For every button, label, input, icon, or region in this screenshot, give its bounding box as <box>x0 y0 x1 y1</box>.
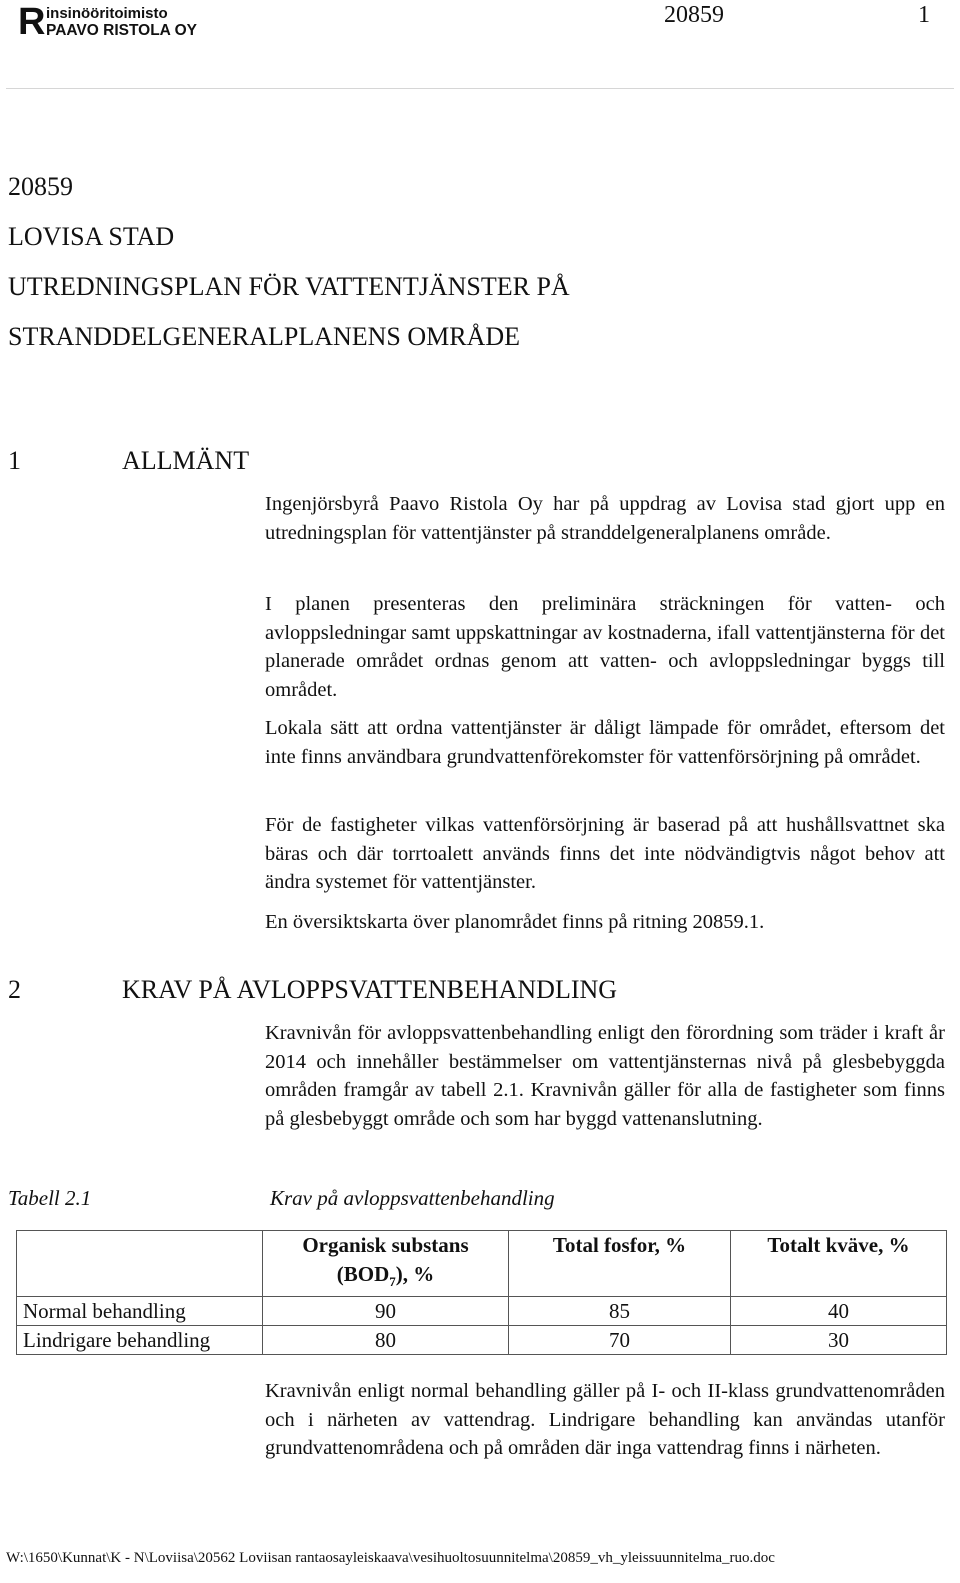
section-2-title: KRAV PÅ AVLOPPSVATTENBEHANDLING <box>122 975 618 1004</box>
logo-line1: insinööritoimisto <box>46 5 168 22</box>
cell-phosphorus: 85 <box>509 1297 731 1326</box>
header-divider <box>6 88 954 89</box>
logo-line2: PAAVO RISTOLA OY <box>46 22 197 38</box>
header-page-number: 1 <box>918 2 930 28</box>
header-doc-number: 20859 <box>664 2 724 28</box>
cell-nitrogen: 40 <box>731 1297 947 1326</box>
row-label: Lindrigare behandling <box>17 1326 263 1355</box>
company-logo <box>18 4 276 38</box>
table-caption-label: Tabell 2.1 <box>8 1186 92 1210</box>
logo-letter: R <box>18 4 46 38</box>
section-1-paragraph-2: I planen presenteras den preliminära sträckningen för vatten- och avloppsledningar samt uppskattningar av kostnaderna, ifall vattentjänsterna för det planerade området ordnas genom att vatten- och avloppsledningar byggs till området. <box>265 593 945 701</box>
cell-phosphorus: 70 <box>509 1326 731 1355</box>
section-2-number: 2 <box>8 975 21 1004</box>
section-1-title: ALLMÄNT <box>122 446 250 475</box>
footer-file-path: W:\1650\Kunnat\K - N\Loviisa\20562 Loviisan rantaosayleiskaava\vesihuoltosuunnitelma\20859_vh_yleissuunnitelma_ruo.doc <box>6 1550 775 1566</box>
section-1-paragraph-5: En översiktskarta över planområdet finns på ritning 20859.1. <box>265 911 765 933</box>
section-2-after-table: Kravnivån enligt normal behandling gäller på I- och II-klass grundvattenområden och i närheten av vattendrag. Lindrigare behandling kan användas utanför grundvattenområdena och på områden där inga vattendrag finns i närheten. <box>265 1380 945 1460</box>
requirements-table <box>16 1230 947 1355</box>
cell-organic: 90 <box>263 1297 509 1326</box>
header-total-nitrogen: Totalt kväve, % <box>731 1231 947 1297</box>
section-1-paragraph-4: För de fastigheter vilkas vattenförsörjning är baserad på att hushållsvattnet ska bäras och där torrtoalett används finns det inte nödvändigtvis något behov att ändra systemet för vattentjänster. <box>265 814 945 894</box>
section-1-number: 1 <box>8 446 21 475</box>
title-line-2: STRANDDELGENERALPLANENS OMRÅDE <box>8 322 521 351</box>
section-1-paragraph-1: Ingenjörsbyrå Paavo Ristola Oy har på uppdrag av Lovisa stad gjort upp en utredningsplan för vattentjänster på stranddelgeneralplanens område. <box>265 493 945 544</box>
header-blank <box>17 1231 263 1297</box>
row-label: Normal behandling <box>17 1297 263 1326</box>
header-organic-sub: 7 <box>389 1274 396 1290</box>
header-organic-main: Organisk substans (BOD <box>302 1233 469 1286</box>
section-2-intro: Kravnivån för avloppsvattenbehandling enligt den förordning som träder i kraft år 2014 och innehåller bestämmelser om vattentjänsternas nivå på glesbebyggda områden framgår av tabell 2.1. Kravnivån gäller för alla de fastigheter som finns på glesbebyggt område och som har byggd vattenanslutning. <box>265 1022 945 1130</box>
table-header-row <box>17 1231 947 1297</box>
cell-organic: 80 <box>263 1326 509 1355</box>
table-row <box>17 1326 947 1355</box>
section-1-paragraph-3: Lokala sätt att ordna vattentjänster är dåligt lämpade för området, eftersom det inte finns användbara grundvattenförekomster för vattenförsörjning på området. <box>265 717 945 768</box>
header-total-phosphorus: Total fosfor, % <box>509 1231 731 1297</box>
header-organic-tail: ), % <box>395 1262 435 1286</box>
header-organic-substance <box>263 1231 509 1297</box>
page-header <box>0 0 960 90</box>
title-line-1: UTREDNINGSPLAN FÖR VATTENTJÄNSTER PÅ <box>8 272 570 301</box>
cell-nitrogen: 30 <box>731 1326 947 1355</box>
table-row <box>17 1297 947 1326</box>
title-doc-number: 20859 <box>8 172 73 201</box>
table-caption-text: Krav på avloppsvattenbehandling <box>270 1186 555 1210</box>
title-city: LOVISA STAD <box>8 222 175 251</box>
